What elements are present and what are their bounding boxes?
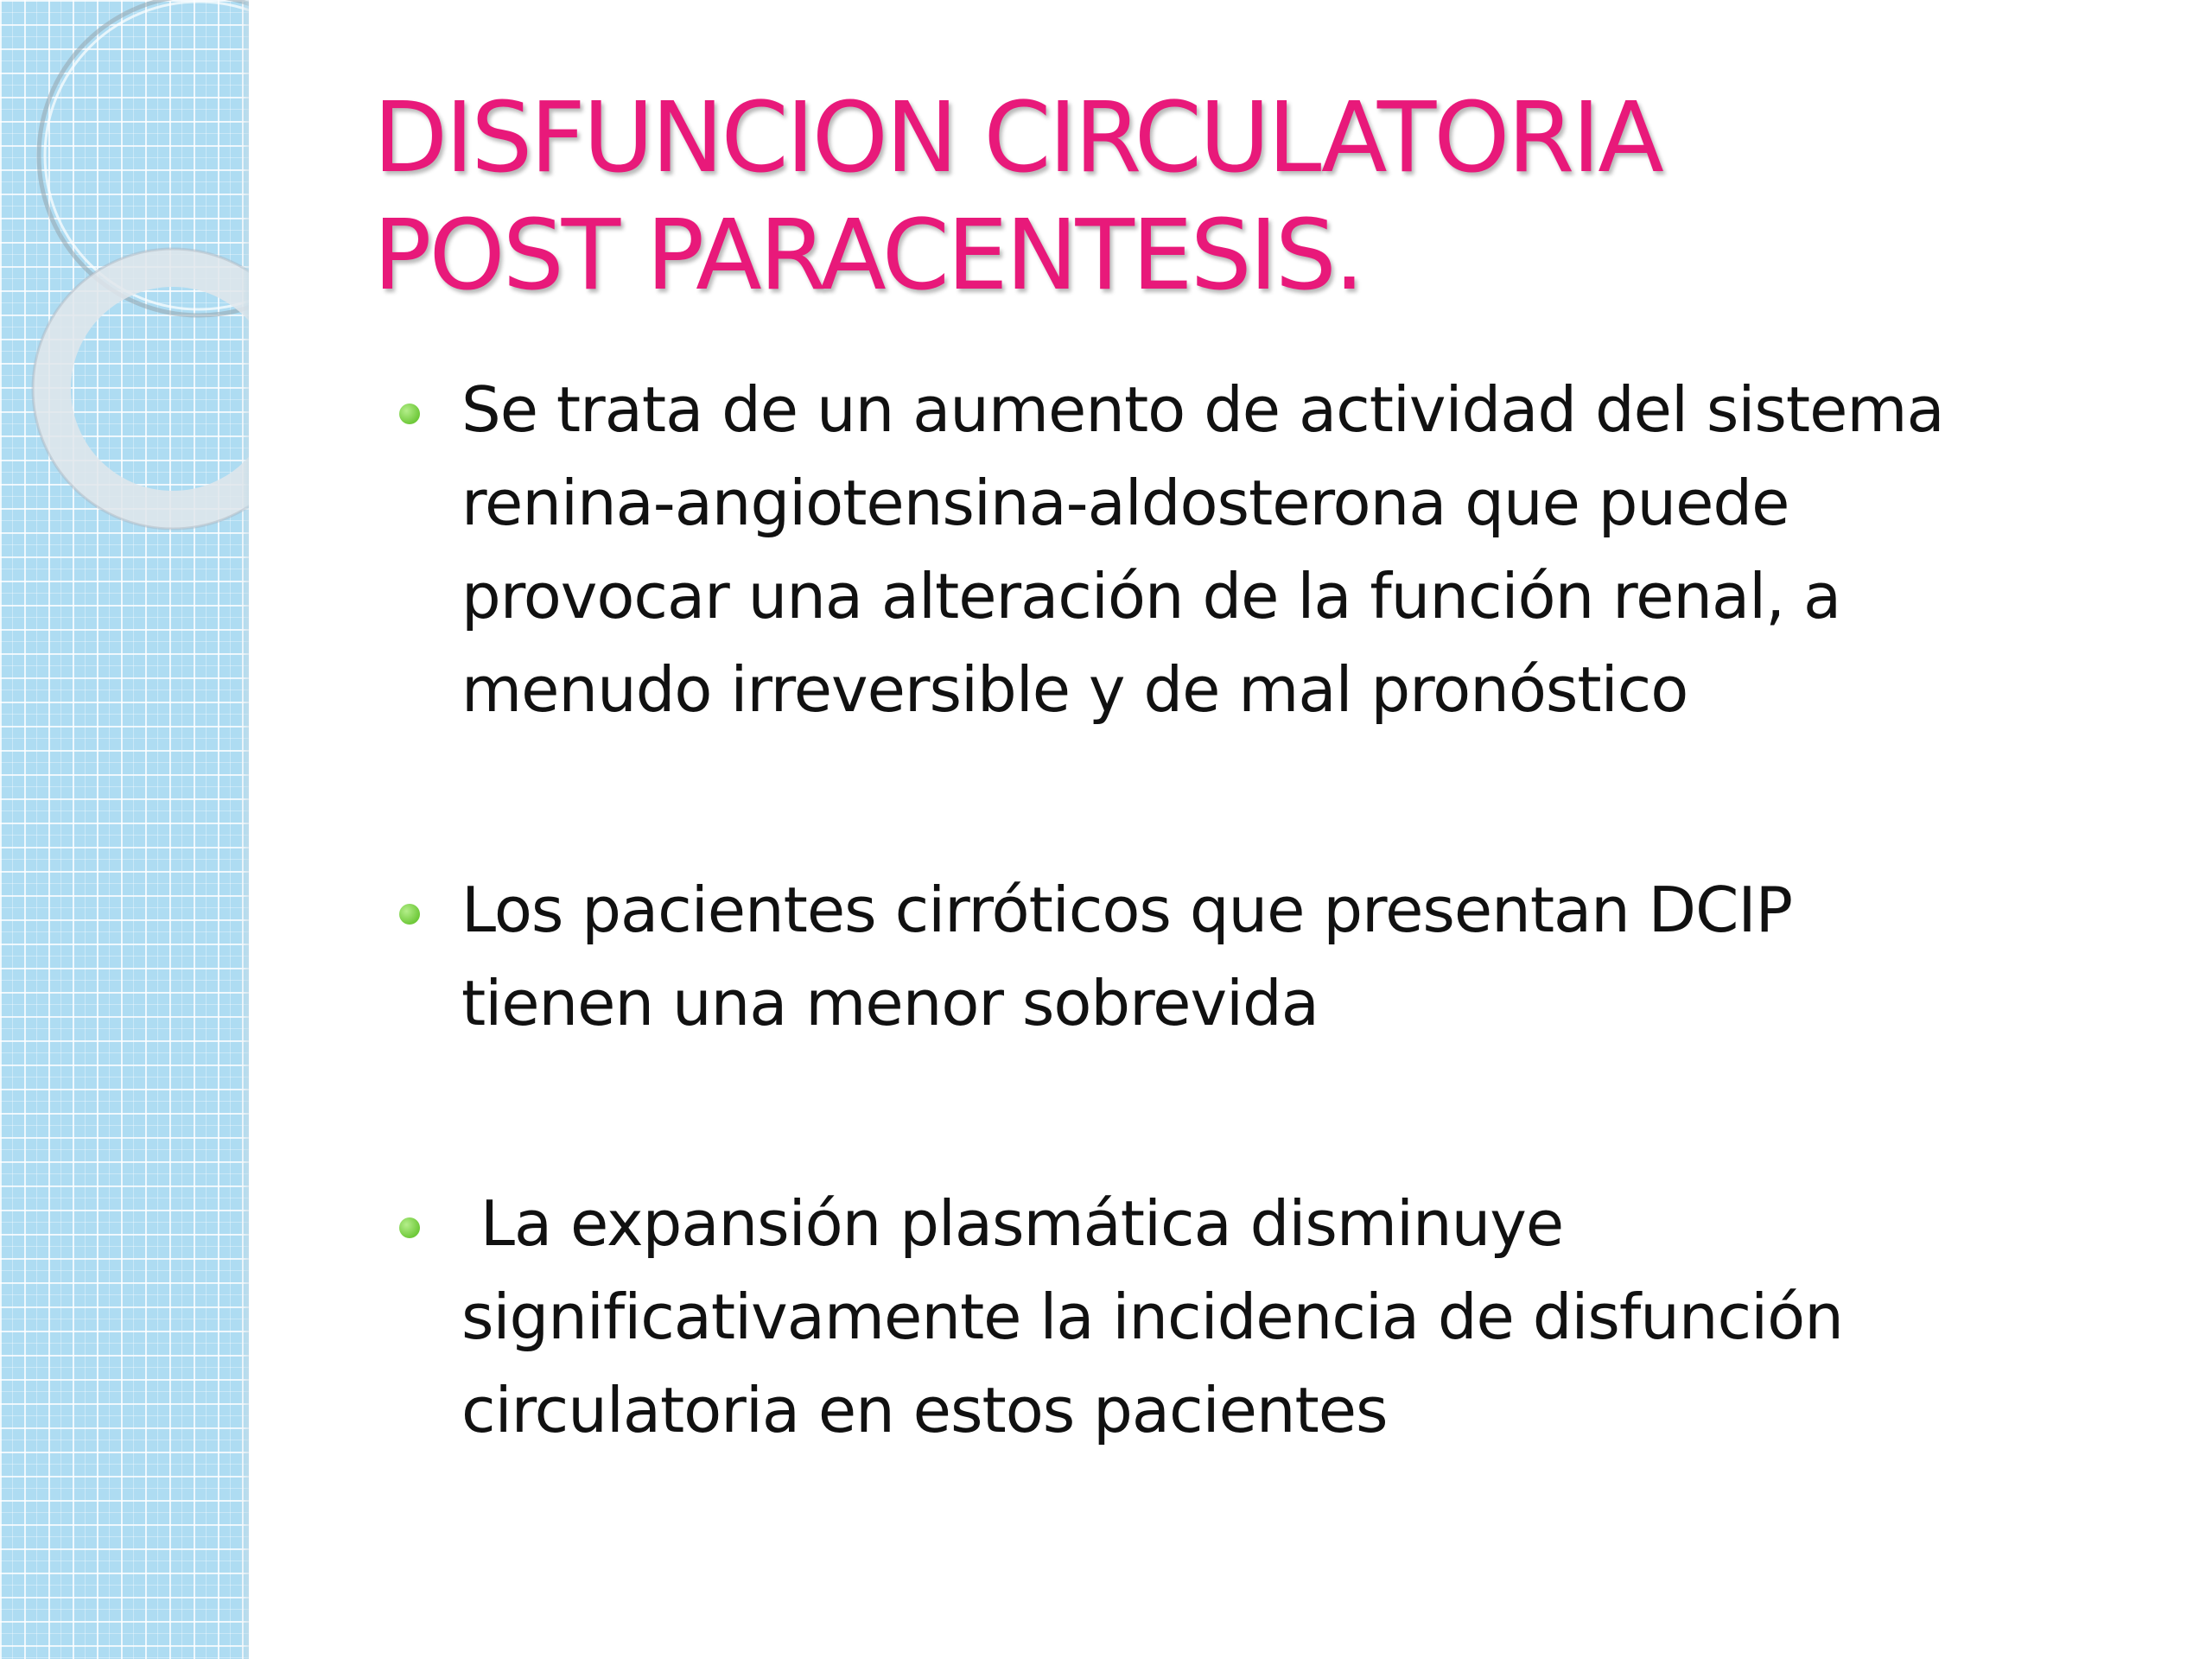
decorative-rings <box>0 0 249 553</box>
bullet-text-line: Los pacientes cirróticos que presentan DCIP <box>461 874 1793 946</box>
bullet-dot-icon <box>399 404 420 424</box>
bullet-text-line: menudo irreversible y de mal pronóstico <box>461 653 1688 726</box>
bullet-dot-icon <box>399 1217 420 1238</box>
bullet-item <box>387 363 2184 736</box>
slide-title <box>373 79 2153 315</box>
bullet-item <box>387 1177 2184 1457</box>
bullet-dot-icon <box>399 904 420 925</box>
bullet-text-line: Se trata de un aumento de actividad del sistema <box>461 373 1944 446</box>
title-line: DISFUNCION CIRCULATORIA <box>373 82 1662 194</box>
bullet-item <box>387 863 2184 1050</box>
bullet-list <box>387 363 2184 1457</box>
decorative-grid-strip <box>0 0 249 1659</box>
title-line: POST PARACENTESIS. <box>373 200 1363 312</box>
bullet-text-line: tienen una menor sobrevida <box>461 967 1319 1039</box>
bullet-text-line: La expansión plasmática disminuye <box>461 1187 1564 1260</box>
bullet-text-line: provocar una alteración de la función renal, a <box>461 560 1841 632</box>
bullet-text-line: circulatoria en estos pacientes <box>461 1374 1388 1446</box>
bullet-text-line: significativamente la incidencia de disfunción <box>461 1281 1843 1353</box>
bullet-text-line: renina-angiotensina-aldosterona que puede <box>461 467 1789 539</box>
